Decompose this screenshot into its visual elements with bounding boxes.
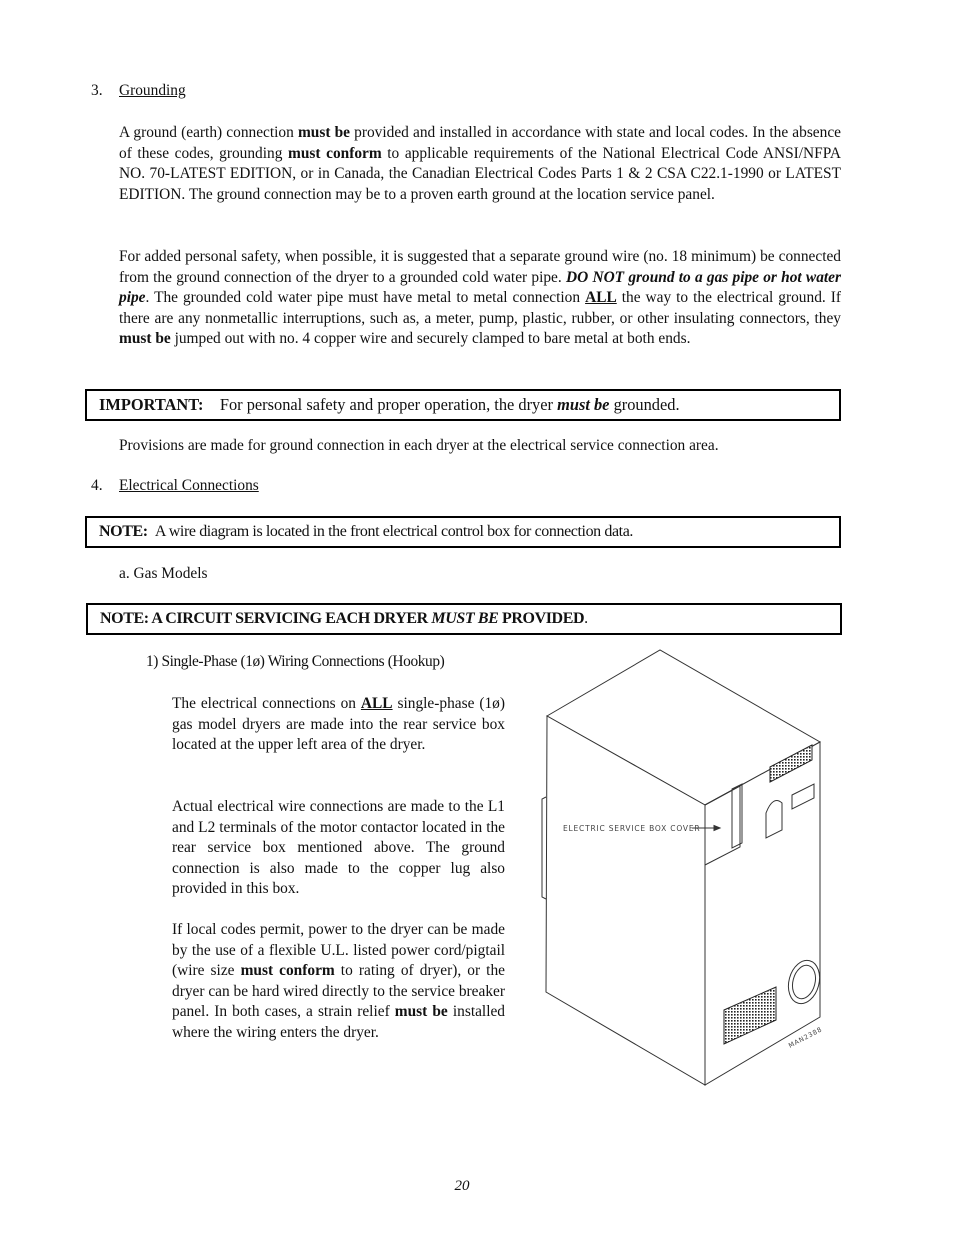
grounding-paragraph-3: Provisions are made for ground connection in each dryer at the electrical service connection area. (119, 437, 719, 454)
note-wire-diagram-box: NOTE: A wire diagram is located in the front electrical control box for connection data. (85, 516, 841, 548)
callout-electric-service-box: ELECTRIC SERVICE BOX COVER (563, 824, 701, 833)
single-phase-paragraph-3: If local codes permit, power to the dryer can be made by the use of a flexible U.L. listed power cord/pigtail (wire size must conform to rating of dryer), or the dryer can be hard wired directly to the service breaker panel. In both cases, a strain relief must be installed where the wiring enters the dryer. (172, 921, 505, 1041)
section-number: 4. (91, 477, 103, 494)
important-box: IMPORTANT: For personal safety and proper operation, the dryer must be grounded. (85, 389, 841, 421)
dryer-left-face (546, 716, 705, 1085)
section-title-grounding: Grounding (119, 82, 186, 99)
single-phase-paragraph-2: Actual electrical wire connections are made to the L1 and L2 terminals of the motor contactor located in the rear service box mentioned above. The ground connection is also made to the copper lug also provided in this box. (172, 798, 505, 898)
single-phase-paragraph-1: The electrical connections on ALL single-phase (1ø) gas model dryers are made into the rear service box located at the upper left area of the dryer. (172, 695, 505, 754)
important-label: IMPORTANT: (99, 395, 204, 414)
dryer-rear-illustration (530, 645, 830, 1095)
grounding-paragraph-1: A ground (earth) connection must be provided and installed in accordance with state and local codes. In the absence of these codes, grounding must conform to applicable requirements of the National Electrical Code ANSI/NFPA NO. 70-LATEST EDITION, or in Canada, the Canadian Electrical Codes Parts 1 & 2 CSA C22.1-1990 or LATEST EDITION. The ground connection may be to a proven earth ground at the location service panel. (119, 124, 841, 203)
grounding-paragraph-2: For added personal safety, when possible, it is suggested that a separate ground wire (no. 18 minimum) be connected from the ground connection of the dryer to a grounded cold water pipe. DO NOT ground to a gas pipe or hot water pipe. The grounded cold water pipe must have metal to metal connection ALL the way to the electrical ground. If there are any nonmetallic interruptions, such as, a meter, pump, plastic, rubber, or other insulating connectors, they must be jumped out with no. 4 copper wire and securely clamped to bare metal at both ends. (119, 248, 841, 348)
section-title-electrical: Electrical Connections (119, 477, 259, 494)
side-tab (542, 797, 546, 899)
note-circuit-box: NOTE: A CIRCUIT SERVICING EACH DRYER MUST BE PROVIDED. (86, 603, 842, 635)
section-number: 3. (91, 82, 103, 99)
page-number: 20 (454, 1178, 470, 1194)
item-single-phase: 1) Single-Phase (1ø) Wiring Connections (Hookup) (146, 653, 445, 670)
note-label: NOTE: (99, 523, 148, 540)
figure-code: MAN2388 (787, 1025, 824, 1050)
subsection-gas-models: a. Gas Models (119, 565, 208, 582)
